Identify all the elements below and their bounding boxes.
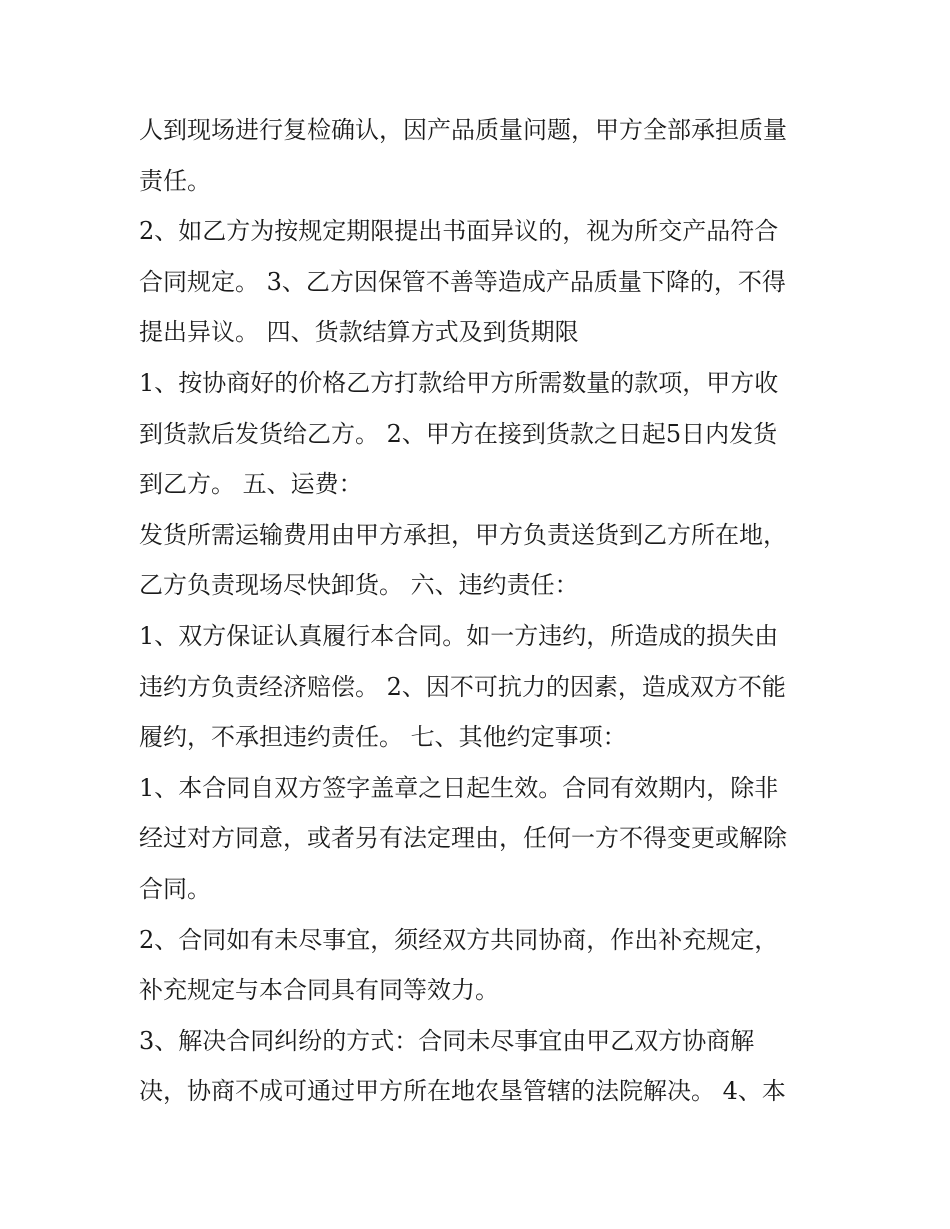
text-line: 违约方负责经济赔偿。 2、因不可抗力的因素，造成双方不能	[139, 673, 786, 701]
text-line: 2、如乙方为按规定期限提出书面异议的，视为所交产品符合	[139, 217, 779, 245]
text-line: 人到现场进行复检确认，因产品质量问题，甲方全部承担质量	[139, 116, 787, 144]
text-line: 责任。	[139, 167, 211, 195]
text-line: 到乙方。 五、运费：	[139, 470, 363, 498]
text-line: 发货所需运输费用由甲方承担，甲方负责送货到乙方所在地，	[139, 521, 787, 549]
text-line: 1、本合同自双方签字盖章之日起生效。合同有效期内，除非	[139, 774, 779, 802]
text-line: 经过对方同意，或者另有法定理由，任何一方不得变更或解除	[139, 824, 787, 852]
text-line: 提出异议。 四、货款结算方式及到货期限	[139, 318, 579, 346]
text-line: 2、合同如有未尽事宜，须经双方共同协商，作出补充规定，	[139, 926, 779, 954]
text-line: 1、按协商好的价格乙方打款给甲方所需数量的款项，甲方收	[139, 369, 779, 397]
text-line: 履约，不承担违约责任。 七、其他约定事项：	[139, 723, 627, 751]
text-line: 3、解决合同纠纷的方式：合同未尽事宜由甲乙双方协商解	[139, 1027, 755, 1055]
text-line: 补充规定与本合同具有同等效力。	[139, 976, 499, 1004]
text-line: 合同。	[139, 875, 211, 903]
text-line: 1、双方保证认真履行本合同。如一方违约，所造成的损失由	[139, 622, 779, 650]
text-line: 合同规定。 3、乙方因保管不善等造成产品质量下降的，不得	[139, 268, 786, 296]
text-line: 到货款后发货给乙方。 2、甲方在接到货款之日起5日内发货	[139, 420, 778, 448]
text-line: 决，协商不成可通过甲方所在地农垦管辖的法院解决。 4、本	[139, 1077, 786, 1105]
text-line: 乙方负责现场尽快卸货。 六、违约责任：	[139, 571, 579, 599]
